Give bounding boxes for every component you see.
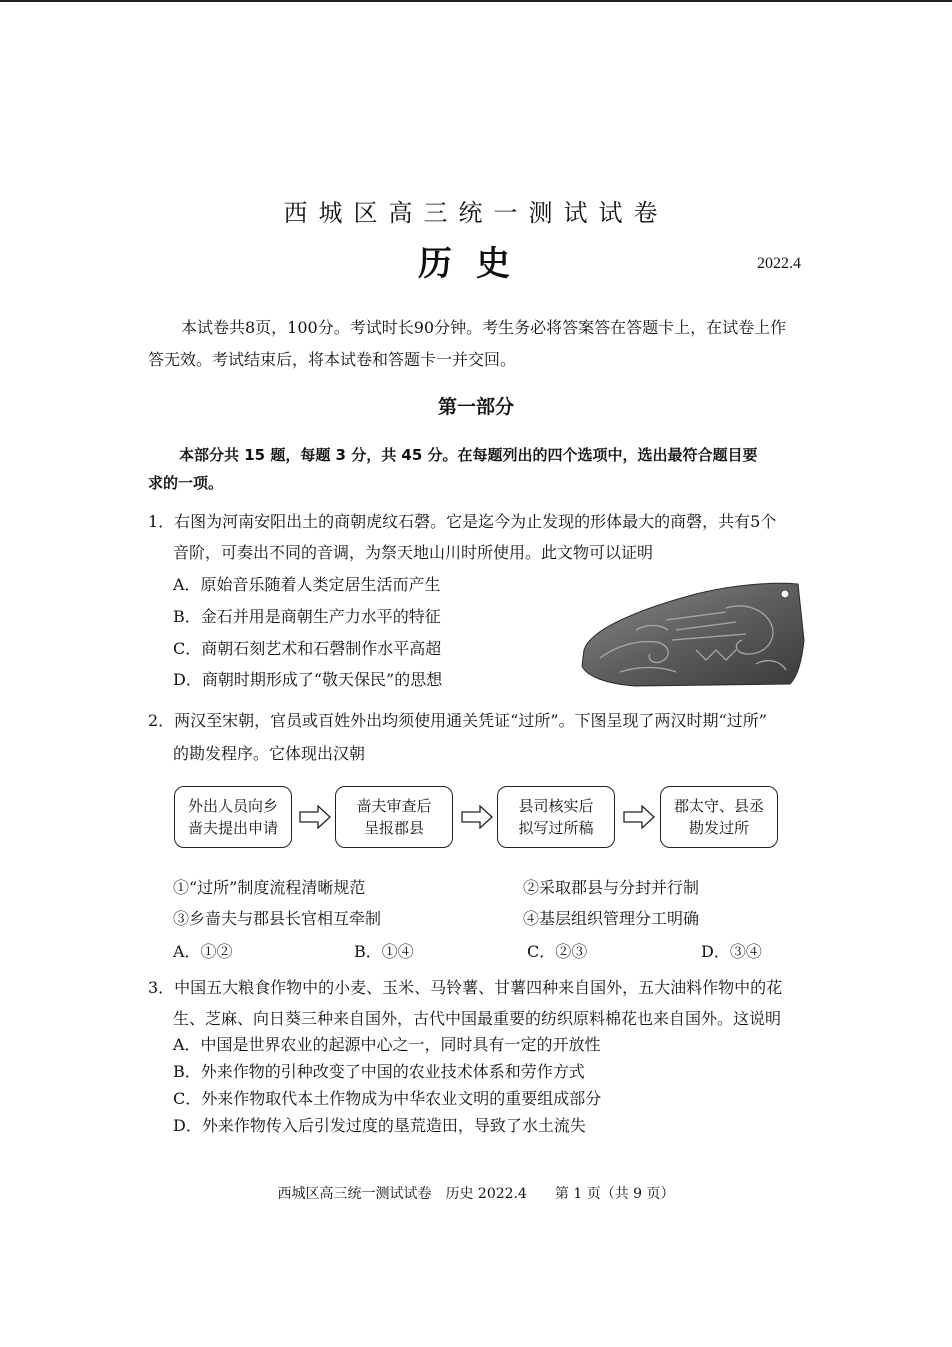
q2-option-d: D．③④ [701, 942, 762, 961]
flow-step-4-line-1: 郡太守、县丞 [673, 797, 764, 815]
flow-step-4 [660, 786, 778, 848]
exam-title: 西城区高三统一测试试卷 [283, 199, 669, 227]
q3-option-c: C．外来作物取代本土作物成为中华农业文明的重要组成部分 [173, 1089, 602, 1108]
q3-option-a: A．中国是世界农业的起源中心之一，同时具有一定的开放性 [173, 1035, 601, 1054]
flow-step-3-line-1: 县司核实后 [518, 797, 594, 815]
q2-option-b: B．①④ [354, 942, 414, 961]
q1-option-b: B．金石并用是商朝生产力水平的特征 [173, 607, 441, 626]
flow-step-3-line-2: 拟写过所稿 [518, 819, 594, 837]
flow-step-1 [174, 786, 292, 848]
subject-title: 历史 [418, 244, 534, 284]
q1-option-c: C．商朝石刻艺术和石磬制作水平高超 [173, 639, 442, 658]
q2-stem-line-2: 的勘发程序。它体现出汉朝 [173, 744, 366, 763]
flow-step-1-line-2: 啬夫提出申请 [187, 819, 278, 837]
flow-step-2-line-1: 啬夫审查后 [356, 797, 432, 815]
flow-arrow-icon [623, 805, 655, 829]
part1-desc-line-1: 本部分共 15 题，每题 3 分，共 45 分。在每题列出的四个选项中，选出最符合题目要 [179, 446, 758, 464]
q2-option-a: A．①② [173, 942, 233, 961]
flow-step-3 [497, 786, 615, 848]
flow-arrow-icon [461, 805, 493, 829]
q2-statement-3: ③乡啬夫与郡县长官相互牵制 [173, 909, 382, 928]
instructions-line-1: 本试卷共8页，100分。考试时长90分钟。考生务必将答案答在答题卡上，在试卷上作 [181, 318, 787, 337]
q1-stem-line-1: 1．右图为河南安阳出土的商朝虎纹石磬。它是迄今为止发现的形体最大的商磬，共有5个 [148, 512, 777, 531]
top-border-line [0, 0, 952, 2]
q1-option-a: A．原始音乐随着人类定居生活而产生 [173, 575, 441, 594]
flow-step-2-line-2: 呈报郡县 [363, 819, 424, 837]
flow-step-2 [335, 786, 453, 848]
q3-option-b: B．外来作物的引种改变了中国的农业技术体系和劳作方式 [173, 1062, 585, 1081]
exam-date: 2022.4 [757, 255, 801, 272]
part1-title: 第一部分 [437, 396, 514, 418]
stone-chime-image [576, 580, 806, 688]
q2-option-c: C．②③ [527, 942, 588, 961]
q3-stem-line-2: 生、芝麻、向日葵三种来自国外，古代中国最重要的纺织原料棉花也来自国外。这说明 [173, 1009, 782, 1028]
flow-arrow-icon [299, 805, 331, 829]
q3-option-d: D．外来作物传入后引发过度的垦荒造田，导致了水土流失 [173, 1116, 586, 1135]
part1-desc-line-2: 求的一项。 [148, 474, 224, 492]
q2-statement-1: ①“过所”制度流程清晰规范 [173, 878, 366, 897]
q2-statement-2: ②采取郡县与分封并行制 [523, 878, 700, 897]
q3-stem-line-1: 3．中国五大粮食作物中的小麦、玉米、马铃薯、甘薯四种来自国外，五大油料作物中的花 [148, 978, 783, 997]
page-footer: 西城区高三统一测试试卷 历史 2022.4 第 1 页（共 9 页） [277, 1186, 675, 1202]
q1-option-d: D．商朝时期形成了“敬天保民”的思想 [173, 670, 443, 689]
flow-step-1-line-1: 外出人员向乡 [187, 797, 278, 815]
instructions-line-2: 答无效。考试结束后，将本试卷和答题卡一并交回。 [148, 350, 517, 369]
q2-statement-4: ④基层组织管理分工明确 [523, 909, 700, 928]
q1-stem-line-2: 音阶，可奏出不同的音调，为祭天地山川时所使用。此文物可以证明 [173, 543, 654, 562]
flow-step-4-line-2: 勘发过所 [688, 819, 749, 837]
q2-stem-line-1: 2．两汉至宋朝，官员或百姓外出均须使用通关凭证“过所”。下图呈现了两汉时期“过所” [148, 711, 767, 730]
